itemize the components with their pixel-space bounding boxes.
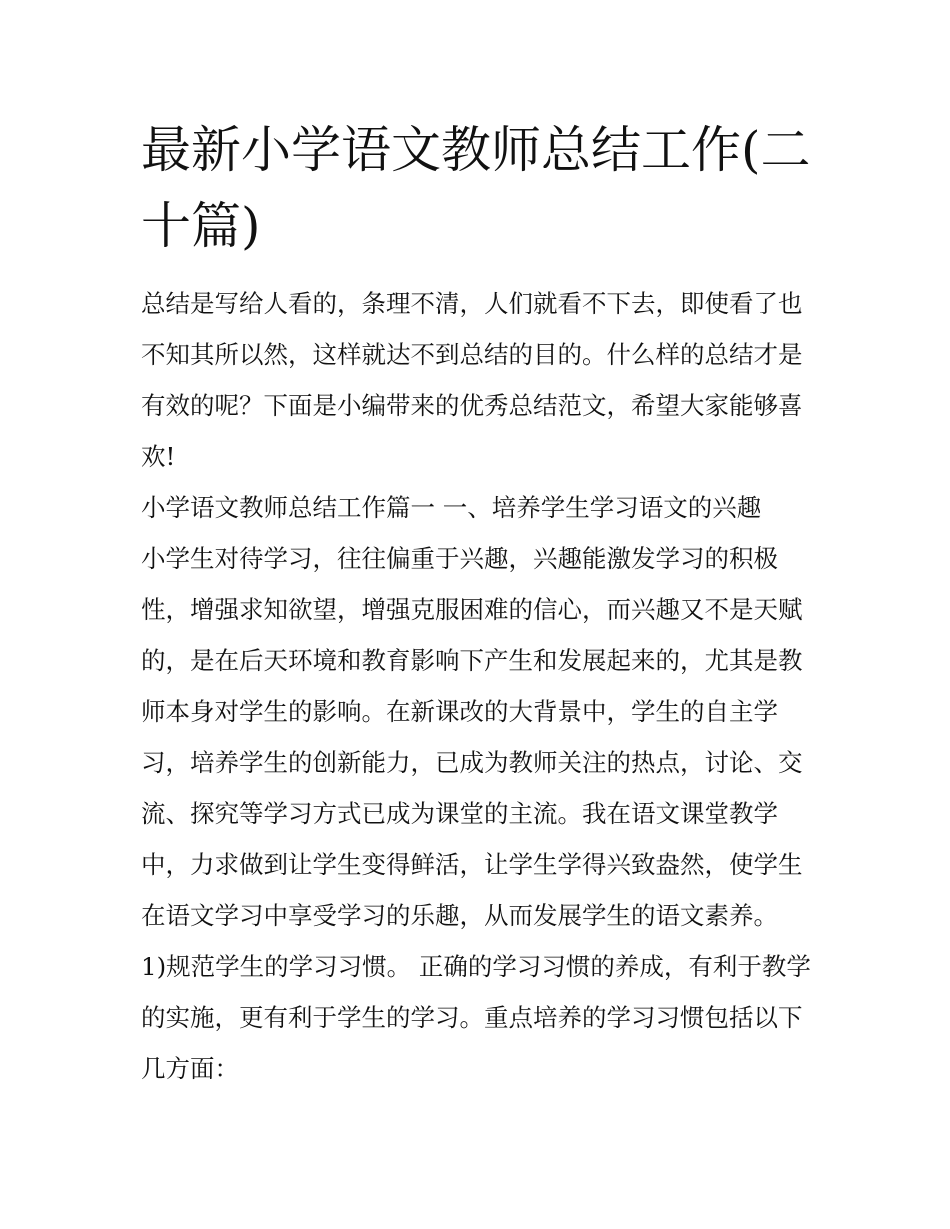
body-paragraph: 1)规范学生的学习习惯。 正确的学习习惯的养成，有利于教学的实施，更有利于学生的学习。重点培养的学习习惯包括以下几方面： [141,952,811,1083]
body-paragraph: 小学生对待学习，往往偏重于兴趣，兴趣能激发学习的积极性，增强求知欲望，增强克服困难的信心，而兴趣又不是天赋的，是在后天环境和教育影响下产生和发展起来的，尤其是教师本身对学生的影响。在新课改的大背景中，学生的自主学习，培养学生的创新能力，已成为教师关注的热点，讨论、交流、探究等学习方式已成为课堂的主流。我在语文课堂教学中，力求做到让学生变得鲜活，让学生学得兴致盎然，使学生在语文学习中享受学习的乐趣，从而发展学生的语文素养。 [141,544,803,930]
intro-paragraph: 总结是写给人看的，条理不清，人们就看不下去，即使看了也不知其所以然，这样就达不到总结的目的。什么样的总结才是有效的呢？下面是小编带来的优秀总结范文，希望大家能够喜欢! [141,289,803,471]
document-title: 最新小学语文教师总结工作(二十篇) [141,121,811,255]
document-body [141,278,813,1094]
section-heading: 小学语文教师总结工作篇一 一、培养学生学习语文的兴趣 [141,493,762,522]
